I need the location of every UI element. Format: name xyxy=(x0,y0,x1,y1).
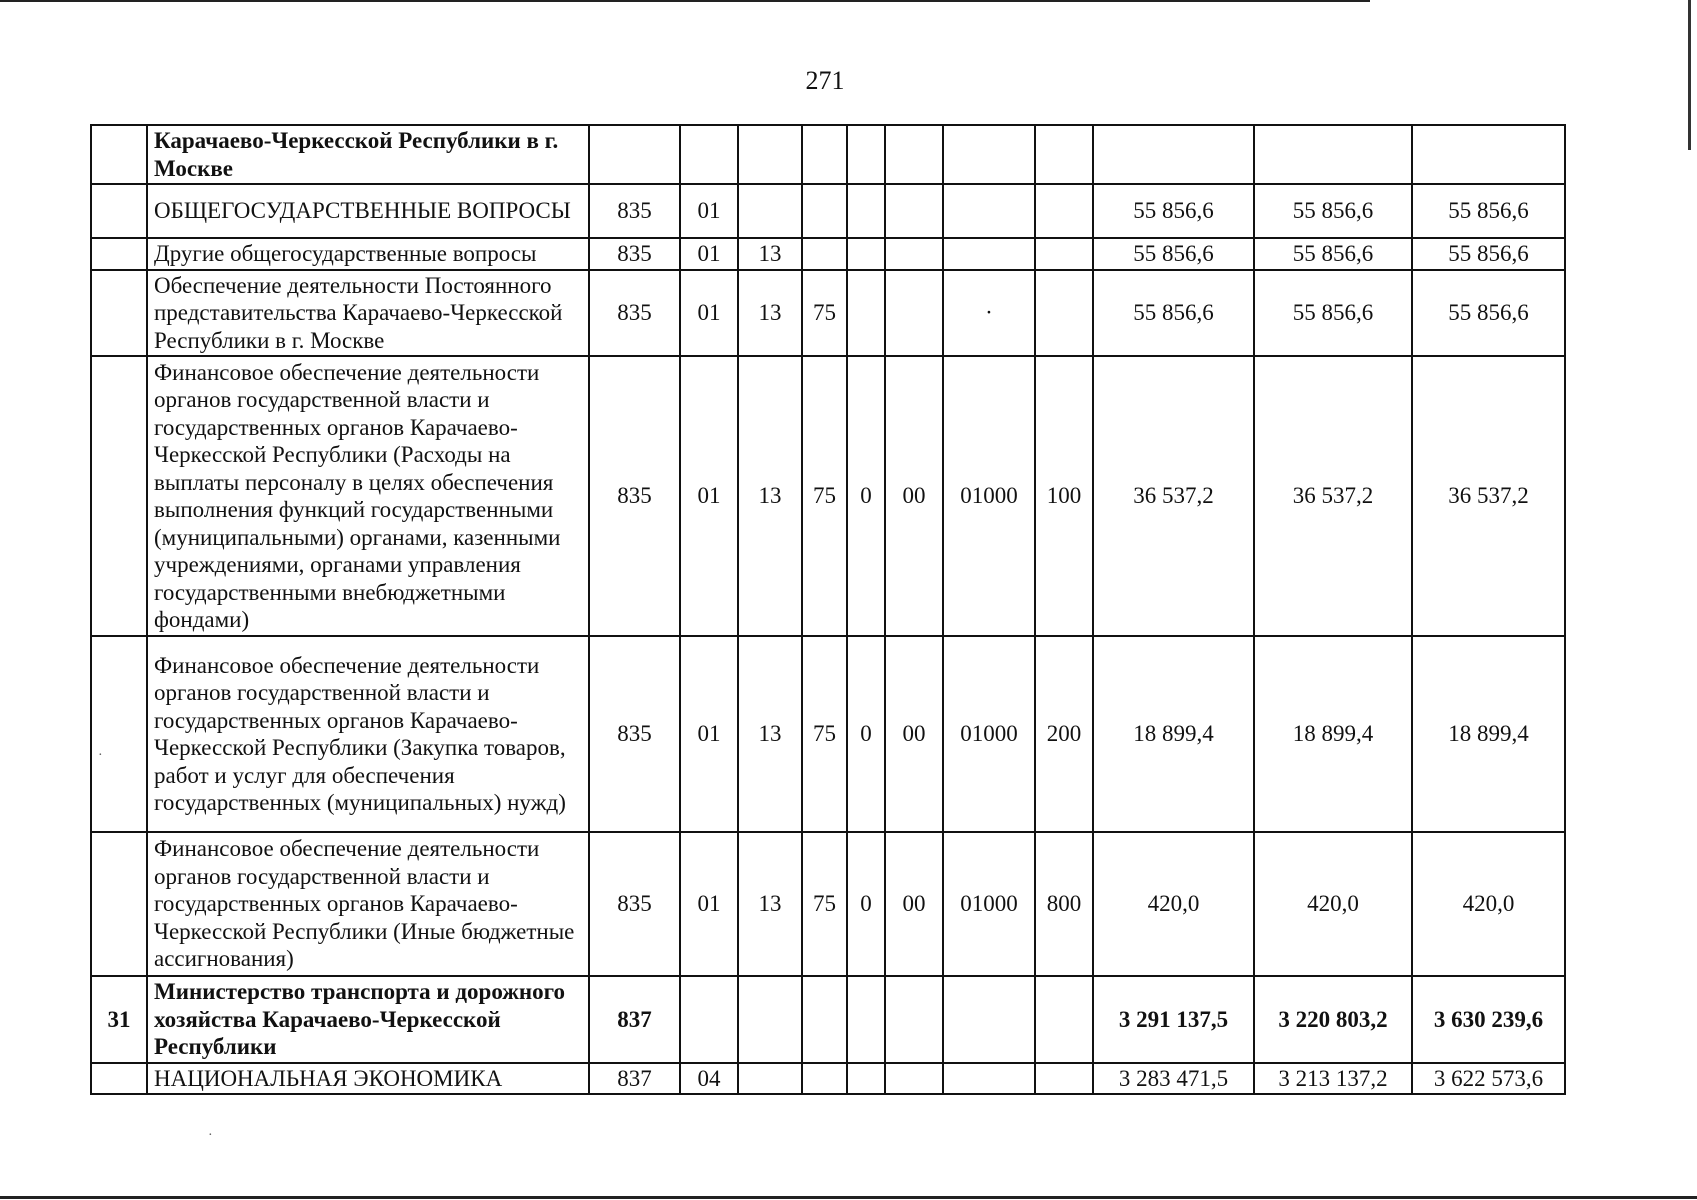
amount-year1-cell: 55 856,6 xyxy=(1093,270,1254,357)
table-row xyxy=(91,238,1565,270)
amount-year1-cell: 36 537,2 xyxy=(1093,356,1254,636)
measure-code-cell xyxy=(885,976,943,1063)
measure-code-cell xyxy=(885,238,943,270)
scan-edge-bottom xyxy=(0,1196,1697,1199)
section-code-cell xyxy=(680,976,738,1063)
subsection-code-cell xyxy=(738,976,802,1063)
subprogram-code-cell xyxy=(847,125,885,184)
direction-code-cell xyxy=(943,1063,1035,1095)
amount-year2-cell: 55 856,6 xyxy=(1254,184,1412,238)
item-name-cell: ОБЩЕГОСУДАРСТВЕННЫЕ ВОПРОСЫ xyxy=(147,184,589,238)
subsection-code-cell xyxy=(738,184,802,238)
section-code-cell: 01 xyxy=(680,636,738,832)
chapter-code-cell: 835 xyxy=(589,832,680,976)
amount-year1-cell: 420,0 xyxy=(1093,832,1254,976)
amount-year2-cell: 36 537,2 xyxy=(1254,356,1412,636)
direction-code-cell xyxy=(943,976,1035,1063)
measure-code-cell: 00 xyxy=(885,832,943,976)
table-row xyxy=(91,125,1565,184)
item-name-cell: Финансовое обеспечение деятельности органов государственной власти и государственных органов Карачаево-Черкесской Республики (Расходы на выплаты персоналу в целях обеспечения выполнения функций государственными (муниципальными) органами, казенными учреждениями, органами управления государственными внебюджетными фондами) xyxy=(147,356,589,636)
scan-edge-top xyxy=(0,0,1370,2)
item-name-cell: Министерство транспорта и дорожного хозяйства Карачаево-Черкесской Республики xyxy=(147,976,589,1063)
program-code-cell xyxy=(802,976,847,1063)
subprogram-code-cell xyxy=(847,238,885,270)
direction-code-cell xyxy=(943,125,1035,184)
subprogram-code-cell: 0 xyxy=(847,636,885,832)
measure-code-cell xyxy=(885,270,943,357)
amount-year3-cell: 3 622 573,6 xyxy=(1412,1063,1565,1095)
direction-code-cell xyxy=(943,184,1035,238)
row-number-cell xyxy=(91,238,147,270)
item-name-cell: Обеспечение деятельности Постоянного представительства Карачаево-Черкесской Республики в г. Москве xyxy=(147,270,589,357)
direction-code-cell: 01000 xyxy=(943,832,1035,976)
item-name-cell: Финансовое обеспечение деятельности органов государственной власти и государственных органов Карачаево-Черкесской Республики (Иные бюджетные ассигнования) xyxy=(147,832,589,976)
direction-code-cell: 01000 xyxy=(943,356,1035,636)
subprogram-code-cell xyxy=(847,976,885,1063)
direction-code-cell: 01000 xyxy=(943,636,1035,832)
subprogram-code-cell: 0 xyxy=(847,356,885,636)
subsection-code-cell: 13 xyxy=(738,636,802,832)
amount-year1-cell: 3 291 137,5 xyxy=(1093,976,1254,1063)
measure-code-cell xyxy=(885,184,943,238)
program-code-cell xyxy=(802,238,847,270)
item-name-cell: НАЦИОНАЛЬНАЯ ЭКОНОМИКА xyxy=(147,1063,589,1095)
row-number-cell xyxy=(91,1063,147,1095)
program-code-cell: 75 xyxy=(802,636,847,832)
section-code-cell: 01 xyxy=(680,184,738,238)
amount-year3-cell: 420,0 xyxy=(1412,832,1565,976)
section-code-cell: 01 xyxy=(680,238,738,270)
row-number-cell xyxy=(91,832,147,976)
amount-year2-cell: 3 220 803,2 xyxy=(1254,976,1412,1063)
budget-table xyxy=(90,124,1566,1095)
section-code-cell: 01 xyxy=(680,356,738,636)
amount-year3-cell: 55 856,6 xyxy=(1412,238,1565,270)
row-number-cell xyxy=(91,636,147,832)
table-row xyxy=(91,1063,1565,1095)
chapter-code-cell: 835 xyxy=(589,184,680,238)
expense-type-cell: 200 xyxy=(1035,636,1093,832)
subprogram-code-cell xyxy=(847,270,885,357)
expense-type-cell xyxy=(1035,125,1093,184)
item-name-cell: Карачаево-Черкесской Республики в г. Москве xyxy=(147,125,589,184)
amount-year3-cell: 18 899,4 xyxy=(1412,636,1565,832)
page-number: 271 xyxy=(805,66,845,95)
row-number-cell xyxy=(91,270,147,357)
amount-year2-cell: 3 213 137,2 xyxy=(1254,1063,1412,1095)
subprogram-code-cell xyxy=(847,184,885,238)
item-name-cell: Финансовое обеспечение деятельности органов государственной власти и государственных органов Карачаево-Черкесской Республики (Закупка товаров, работ и услуг для обеспечения государственных (муниципальных) нужд) xyxy=(147,636,589,832)
amount-year3-cell: 55 856,6 xyxy=(1412,184,1565,238)
program-code-cell: 75 xyxy=(802,356,847,636)
amount-year1-cell: 55 856,6 xyxy=(1093,184,1254,238)
chapter-code-cell: 835 xyxy=(589,356,680,636)
row-number-cell xyxy=(91,356,147,636)
amount-year1-cell: 55 856,6 xyxy=(1093,238,1254,270)
table-row xyxy=(91,832,1565,976)
amount-year2-cell: 18 899,4 xyxy=(1254,636,1412,832)
amount-year1-cell xyxy=(1093,125,1254,184)
amount-year2-cell: 55 856,6 xyxy=(1254,270,1412,357)
expense-type-cell: 100 xyxy=(1035,356,1093,636)
table-body xyxy=(91,125,1565,1094)
row-number-cell: 31 xyxy=(91,976,147,1063)
section-code-cell xyxy=(680,125,738,184)
table-row xyxy=(91,976,1565,1063)
chapter-code-cell: 835 xyxy=(589,270,680,357)
program-code-cell xyxy=(802,1063,847,1095)
row-number-cell xyxy=(91,125,147,184)
program-code-cell xyxy=(802,125,847,184)
amount-year2-cell: 55 856,6 xyxy=(1254,238,1412,270)
expense-type-cell xyxy=(1035,184,1093,238)
scan-edge-right xyxy=(1688,0,1691,150)
scan-speck: · xyxy=(98,748,103,763)
subprogram-code-cell: 0 xyxy=(847,832,885,976)
expense-type-cell xyxy=(1035,270,1093,357)
direction-code-cell: · xyxy=(943,270,1035,357)
subsection-code-cell: 13 xyxy=(738,356,802,636)
item-name-cell: Другие общегосударственные вопросы xyxy=(147,238,589,270)
chapter-code-cell: 835 xyxy=(589,636,680,832)
chapter-code-cell: 837 xyxy=(589,976,680,1063)
subsection-code-cell: 13 xyxy=(738,270,802,357)
subprogram-code-cell xyxy=(847,1063,885,1095)
expense-type-cell xyxy=(1035,976,1093,1063)
table-row xyxy=(91,184,1565,238)
amount-year3-cell: 3 630 239,6 xyxy=(1412,976,1565,1063)
expense-type-cell xyxy=(1035,1063,1093,1095)
row-number-cell xyxy=(91,184,147,238)
amount-year3-cell xyxy=(1412,125,1565,184)
measure-code-cell xyxy=(885,125,943,184)
amount-year1-cell: 3 283 471,5 xyxy=(1093,1063,1254,1095)
subsection-code-cell: 13 xyxy=(738,238,802,270)
program-code-cell xyxy=(802,184,847,238)
chapter-code-cell: 837 xyxy=(589,1063,680,1095)
section-code-cell: 01 xyxy=(680,832,738,976)
subsection-code-cell xyxy=(738,125,802,184)
direction-code-cell xyxy=(943,238,1035,270)
amount-year2-cell: 420,0 xyxy=(1254,832,1412,976)
expense-type-cell xyxy=(1035,238,1093,270)
measure-code-cell: 00 xyxy=(885,636,943,832)
table-row xyxy=(91,270,1565,357)
program-code-cell: 75 xyxy=(802,832,847,976)
amount-year3-cell: 55 856,6 xyxy=(1412,270,1565,357)
amount-year3-cell: 36 537,2 xyxy=(1412,356,1565,636)
scan-speck: · xyxy=(208,1128,213,1143)
chapter-code-cell xyxy=(589,125,680,184)
measure-code-cell: 00 xyxy=(885,356,943,636)
table-row xyxy=(91,356,1565,636)
section-code-cell: 01 xyxy=(680,270,738,357)
table-row xyxy=(91,636,1565,832)
subsection-code-cell xyxy=(738,1063,802,1095)
measure-code-cell xyxy=(885,1063,943,1095)
amount-year2-cell xyxy=(1254,125,1412,184)
program-code-cell: 75 xyxy=(802,270,847,357)
chapter-code-cell: 835 xyxy=(589,238,680,270)
expense-type-cell: 800 xyxy=(1035,832,1093,976)
section-code-cell: 04 xyxy=(680,1063,738,1095)
amount-year1-cell: 18 899,4 xyxy=(1093,636,1254,832)
subsection-code-cell: 13 xyxy=(738,832,802,976)
